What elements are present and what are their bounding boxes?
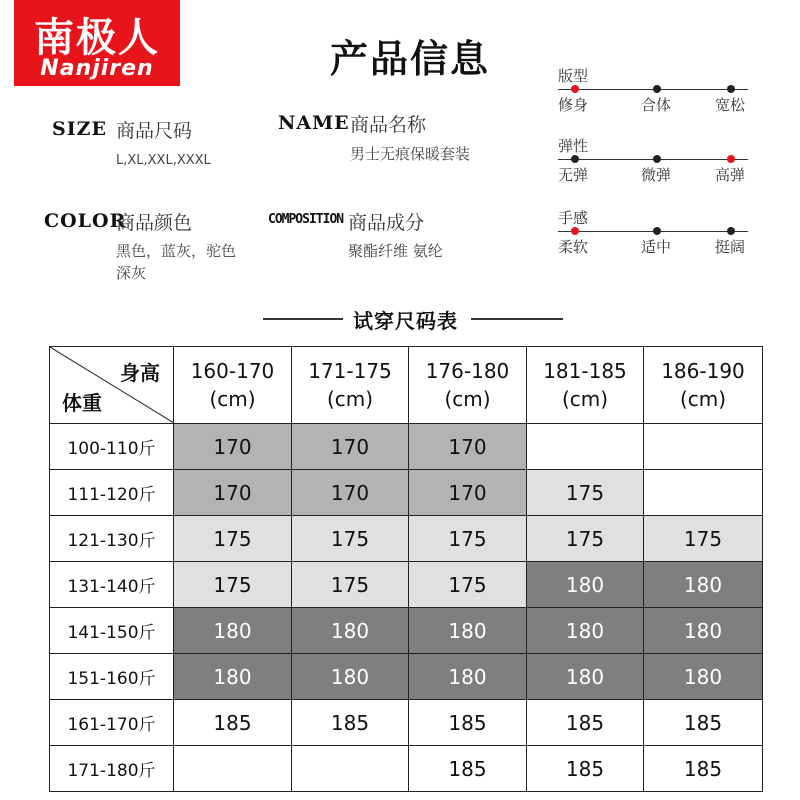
size-cell: 185 bbox=[527, 746, 644, 792]
name-cn-label: 商品名称 bbox=[350, 114, 427, 136]
size-cell: 175 bbox=[527, 516, 644, 562]
section-divider-left bbox=[263, 318, 343, 320]
feel-option-3: 挺阔 bbox=[715, 238, 746, 256]
section-title: 试穿尺码表 bbox=[353, 309, 458, 333]
size-cell: 180 bbox=[644, 654, 763, 700]
size-cell bbox=[174, 746, 292, 792]
size-cell: 185 bbox=[409, 700, 527, 746]
size-cell: 180 bbox=[527, 654, 644, 700]
feel-option-1: 柔软 bbox=[558, 238, 589, 256]
size-chart-table bbox=[49, 346, 763, 792]
feel-dot-2 bbox=[653, 227, 661, 235]
brand-logo-cn: 南极人 bbox=[34, 15, 160, 61]
size-cell: 180 bbox=[527, 562, 644, 608]
table-row bbox=[50, 424, 763, 470]
brand-logo bbox=[14, 0, 180, 86]
fit-option-2: 合体 bbox=[641, 96, 672, 114]
weight-row-label: 141-150斤 bbox=[50, 608, 174, 654]
weight-row-label: 151-160斤 bbox=[50, 654, 174, 700]
table-row bbox=[50, 700, 763, 746]
size-cn-label: 商品尺码 bbox=[116, 120, 193, 142]
elasticity-scale-title: 弹性 bbox=[558, 137, 589, 155]
size-cell: 175 bbox=[527, 470, 644, 516]
section-divider-right bbox=[471, 318, 563, 320]
fit-option-3: 宽松 bbox=[715, 96, 746, 114]
table-row bbox=[50, 470, 763, 516]
size-cell: 175 bbox=[174, 516, 292, 562]
elasticity-option-2: 微弹 bbox=[641, 166, 672, 184]
size-cell: 175 bbox=[409, 516, 527, 562]
elasticity-dot-1 bbox=[571, 155, 579, 163]
size-cell: 185 bbox=[292, 700, 409, 746]
size-cell: 170 bbox=[174, 424, 292, 470]
weight-row-label: 111-120斤 bbox=[50, 470, 174, 516]
size-cell: 175 bbox=[644, 516, 763, 562]
table-row bbox=[50, 654, 763, 700]
table-header-row bbox=[50, 347, 763, 424]
feel-option-2: 适中 bbox=[641, 238, 672, 256]
composition-value: 聚酯纤维 氨纶 bbox=[348, 242, 443, 260]
fit-dot-2 bbox=[653, 85, 661, 93]
feel-scale-title: 手感 bbox=[558, 209, 589, 227]
size-cell bbox=[292, 746, 409, 792]
color-value-line2: 深灰 bbox=[116, 264, 147, 282]
size-cell: 180 bbox=[644, 608, 763, 654]
weight-row-label: 161-170斤 bbox=[50, 700, 174, 746]
table-row bbox=[50, 608, 763, 654]
height-header: 176-180 (cm) bbox=[409, 347, 527, 424]
size-cell: 175 bbox=[174, 562, 292, 608]
fit-dot-1 bbox=[571, 85, 579, 93]
table-corner-cell bbox=[50, 347, 174, 424]
brand-logo-en: Nanjiren bbox=[40, 56, 154, 81]
elasticity-dot-2 bbox=[653, 155, 661, 163]
composition-cn-label: 商品成分 bbox=[348, 212, 425, 234]
fit-scale-title: 版型 bbox=[558, 67, 589, 85]
size-cell bbox=[527, 424, 644, 470]
size-cell: 180 bbox=[409, 608, 527, 654]
size-cell: 185 bbox=[527, 700, 644, 746]
feel-dot-3 bbox=[727, 227, 735, 235]
corner-height-label: 身高 bbox=[120, 361, 160, 385]
name-value: 男士无痕保暖套装 bbox=[350, 145, 471, 163]
size-cell: 180 bbox=[292, 654, 409, 700]
size-cell bbox=[644, 470, 763, 516]
size-cell: 185 bbox=[174, 700, 292, 746]
size-value: L,XL,XXL,XXXL bbox=[116, 153, 211, 168]
size-cell: 180 bbox=[409, 654, 527, 700]
size-cell: 175 bbox=[292, 516, 409, 562]
weight-row-label: 100-110斤 bbox=[50, 424, 174, 470]
size-cell: 175 bbox=[409, 562, 527, 608]
size-cell: 175 bbox=[292, 562, 409, 608]
size-cell: 170 bbox=[409, 424, 527, 470]
weight-row-label: 131-140斤 bbox=[50, 562, 174, 608]
weight-row-label: 121-130斤 bbox=[50, 516, 174, 562]
size-cell: 170 bbox=[292, 470, 409, 516]
size-cell: 180 bbox=[174, 654, 292, 700]
elasticity-option-3: 高弹 bbox=[715, 166, 746, 184]
composition-en-label: COMPOSITION bbox=[268, 212, 344, 227]
name-en-label: NAME bbox=[278, 112, 350, 134]
table-row bbox=[50, 746, 763, 792]
page-title: 产品信息 bbox=[330, 37, 491, 81]
size-cell: 170 bbox=[174, 470, 292, 516]
feel-dot-1 bbox=[571, 227, 579, 235]
size-cell: 185 bbox=[644, 700, 763, 746]
size-cell bbox=[644, 424, 763, 470]
size-cell: 180 bbox=[292, 608, 409, 654]
height-header: 181-185 (cm) bbox=[527, 347, 644, 424]
fit-dot-3 bbox=[727, 85, 735, 93]
weight-row-label: 171-180斤 bbox=[50, 746, 174, 792]
height-header: 171-175 (cm) bbox=[292, 347, 409, 424]
elasticity-dot-3 bbox=[727, 155, 735, 163]
height-header: 160-170 (cm) bbox=[174, 347, 292, 424]
color-cn-label: 商品颜色 bbox=[116, 212, 193, 234]
size-cell: 185 bbox=[644, 746, 763, 792]
size-cell: 180 bbox=[527, 608, 644, 654]
table-row bbox=[50, 516, 763, 562]
corner-weight-label: 体重 bbox=[62, 391, 102, 415]
elasticity-option-1: 无弹 bbox=[558, 166, 589, 184]
size-en-label: SIZE bbox=[52, 118, 107, 140]
table-row bbox=[50, 562, 763, 608]
color-value-line1: 黑色，蓝灰，驼色 bbox=[116, 242, 237, 260]
color-en-label: COLOR bbox=[44, 210, 127, 232]
size-cell: 180 bbox=[174, 608, 292, 654]
size-cell: 180 bbox=[644, 562, 763, 608]
size-cell: 170 bbox=[292, 424, 409, 470]
fit-option-1: 修身 bbox=[558, 96, 589, 114]
size-cell: 185 bbox=[409, 746, 527, 792]
height-header: 186-190 (cm) bbox=[644, 347, 763, 424]
size-cell: 170 bbox=[409, 470, 527, 516]
